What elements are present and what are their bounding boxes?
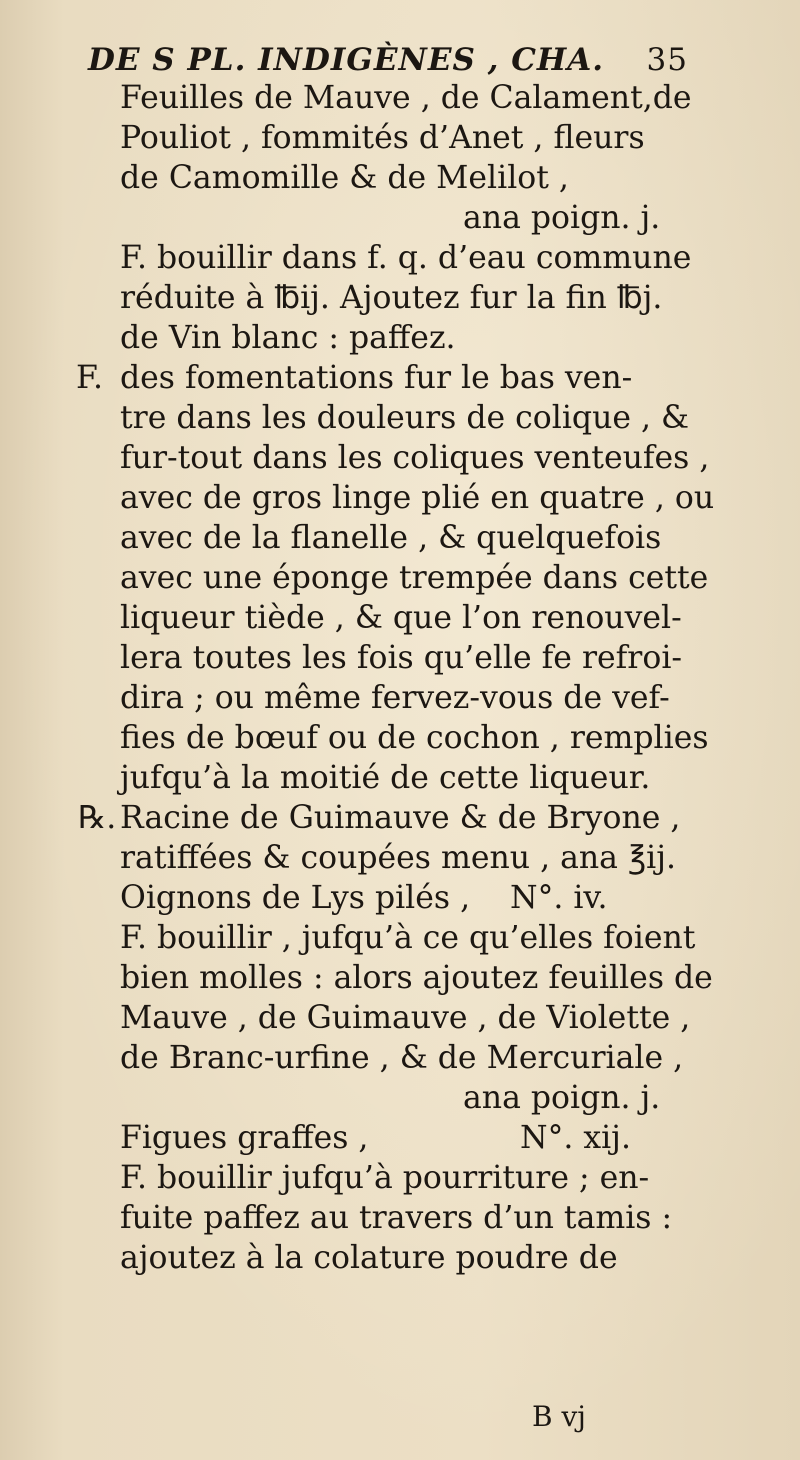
- text-line: fuite paffez au travers d’un tamis :: [120, 1200, 673, 1236]
- text-line: des fomentations fur le bas ven-: [120, 360, 633, 396]
- text-line: F. bouillir , jufqu’à ce qu’elles foient: [120, 920, 696, 956]
- text-line: de Camomille & de Melilot ,: [120, 160, 569, 196]
- fomentation-marker: F.: [76, 360, 103, 396]
- text-line: Pouliot , fommités d’Anet , fleurs: [120, 120, 645, 156]
- text-line: ana poign. j.: [463, 200, 661, 236]
- text-line: tre dans les douleurs de colique , &: [120, 400, 690, 436]
- text-line: liqueur tiède , & que l’on renouvel-: [120, 600, 682, 636]
- recipe-marker: ℞.: [78, 800, 117, 836]
- text-line: F. bouillir dans f. q. d’eau commune: [120, 240, 692, 276]
- text-line: F. bouillir jufqu’à pourriture ; en-: [120, 1160, 650, 1196]
- text-line: avec une éponge trempée dans cette: [120, 560, 709, 596]
- text-line: de Branc-urfine , & de Mercuriale ,: [120, 1040, 684, 1076]
- text-line: avec de gros linge plié en quatre , ou: [120, 480, 715, 516]
- signature-mark: B vj: [532, 1400, 586, 1433]
- text-line: Figues graffes ,: [120, 1120, 369, 1156]
- text-line: de Vin blanc : paffez.: [120, 320, 456, 356]
- text-line: jufqu’à la moitié de cette liqueur.: [120, 760, 651, 796]
- text-line: fies de bœuf ou de cochon , remplies: [120, 720, 709, 756]
- running-title: DE S PL. INDIGÈNES , CHA.: [88, 42, 605, 78]
- text-line: fur-tout dans les coliques venteufes ,: [120, 440, 710, 476]
- page-number: 35: [646, 42, 688, 78]
- text-line: N°. xij.: [520, 1120, 631, 1156]
- text-line: ratiffées & coupées menu , ana ℥ij.: [120, 840, 677, 876]
- text-line: Feuilles de Mauve , de Calament,de: [120, 80, 692, 116]
- text-line: Oignons de Lys pilés ,: [120, 880, 471, 916]
- text-line: N°. iv.: [510, 880, 608, 916]
- text-line: dira ; ou même fervez-vous de vef-: [120, 680, 670, 716]
- text-line: ana poign. j.: [463, 1080, 661, 1116]
- text-line: Mauve , de Guimauve , de Violette ,: [120, 1000, 691, 1036]
- text-line: bien molles : alors ajoutez feuilles de: [120, 960, 713, 996]
- text-line: réduite à ℔ij. Ajoutez fur la fin ℔j.: [120, 280, 663, 316]
- text-line: avec de la flanelle , & quelquefois: [120, 520, 662, 556]
- text-line: ajoutez à la colature poudre de: [120, 1240, 618, 1276]
- text-line: Racine de Guimauve & de Bryone ,: [120, 800, 681, 836]
- text-line: lera toutes les fois qu’elle fe refroi-: [120, 640, 683, 676]
